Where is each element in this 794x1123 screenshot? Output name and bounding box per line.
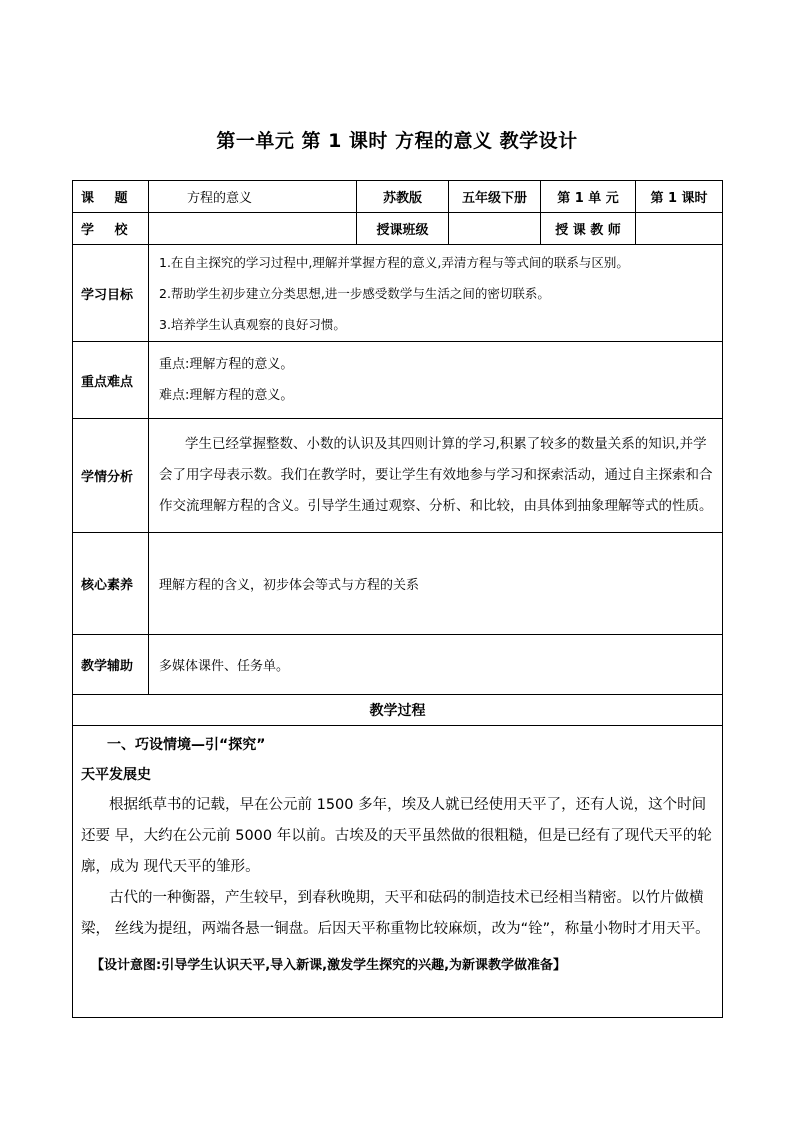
teacher-value: [636, 213, 723, 245]
page-title: 第一单元 第 1 课时 方程的意义 教学设计: [216, 130, 578, 152]
key-point-item: 重点:理解方程的意义。: [159, 357, 294, 372]
goal-item: 3.培养学生认真观察的良好习惯。: [159, 316, 346, 332]
class-label: 授课班级: [357, 213, 449, 245]
aids-text: 多媒体课件、任务单。: [149, 635, 723, 695]
goals-content: [149, 245, 723, 342]
key-points-row: [73, 342, 723, 419]
literacy-row: [73, 533, 723, 635]
section-title: 一、巧设情境—引“探究”: [107, 737, 266, 753]
info-row-school: [73, 213, 723, 245]
process-header-row: [73, 695, 723, 726]
publisher-value: 苏教版: [357, 181, 449, 213]
design-intent: 【设计意图:引导学生认识天平,导入新课,激发学生探究的兴趣,为新课教学做准备】: [91, 958, 567, 973]
school-value: [149, 213, 357, 245]
process-paragraph: 根据纸草书的记载，早在公元前 1500 多年，埃及人就已经使用天平了，还有人说，这个时间还要 早，大约在公元前 5000 年以前。古埃及的天平虽然做的很粗糙，但是已经有了现代天平的轮廓，成为 现代天平的雏形。: [81, 797, 712, 875]
goals-label: 学习目标: [73, 245, 149, 342]
analysis-text: 学生已经掌握整数、小数的认识及其四则计算的学习,积累了较多的数量关系的知识,并学会了用字母表示数。我们在教学时，要让学生有效地参与学习和探索活动，通过自主探索和合作交流理解方程的含义。引导学生通过观察、分析、和比较，由具体到抽象理解等式的性质。: [159, 436, 713, 514]
goal-item: 1.在自主探究的学习过程中,理解并掌握方程的意义,弄清方程与等式间的联系与区别。: [159, 254, 629, 270]
topic-value: 方程的意义: [149, 181, 357, 213]
grade-value: 五年级下册: [449, 181, 541, 213]
lesson-plan-table: [72, 180, 723, 1018]
key-point-item: 难点:理解方程的意义。: [159, 388, 294, 403]
analysis-label: 学情分析: [73, 419, 149, 533]
topic-label: 课 题: [73, 181, 149, 213]
process-content: [73, 726, 723, 1018]
process-row: [73, 726, 723, 1018]
process-paragraph: 古代的一种衡器，产生较早，到春秋晚期，天平和砝码的制造技术已经相当精密。以竹片做横梁， 丝线为提纽，两端各悬一铜盘。后因天平称重物比较麻烦，改为“铨”，称量小物时才用天平。: [81, 890, 710, 937]
aids-label: 教学辅助: [73, 635, 149, 695]
period-value: 第 1 课时: [636, 181, 723, 213]
key-points-label: 重点难点: [73, 342, 149, 419]
goal-item: 2.帮助学生初步建立分类思想,进一步感受数学与生活之间的密切联系。: [159, 285, 550, 301]
process-header: 教学过程: [73, 695, 723, 726]
sub-title: 天平发展史: [81, 767, 151, 783]
class-value: [449, 213, 541, 245]
unit-value: 第 1 单 元: [541, 181, 636, 213]
key-points-content: [149, 342, 723, 419]
goals-row: [73, 245, 723, 342]
school-label: 学 校: [73, 213, 149, 245]
teacher-label: 授 课 教 师: [541, 213, 636, 245]
aids-row: [73, 635, 723, 695]
literacy-label: 核心素养: [73, 533, 149, 635]
literacy-text: 理解方程的含义，初步体会等式与方程的关系: [149, 533, 723, 635]
info-row-topic: [73, 181, 723, 213]
analysis-row: [73, 419, 723, 533]
analysis-content: [149, 419, 723, 533]
